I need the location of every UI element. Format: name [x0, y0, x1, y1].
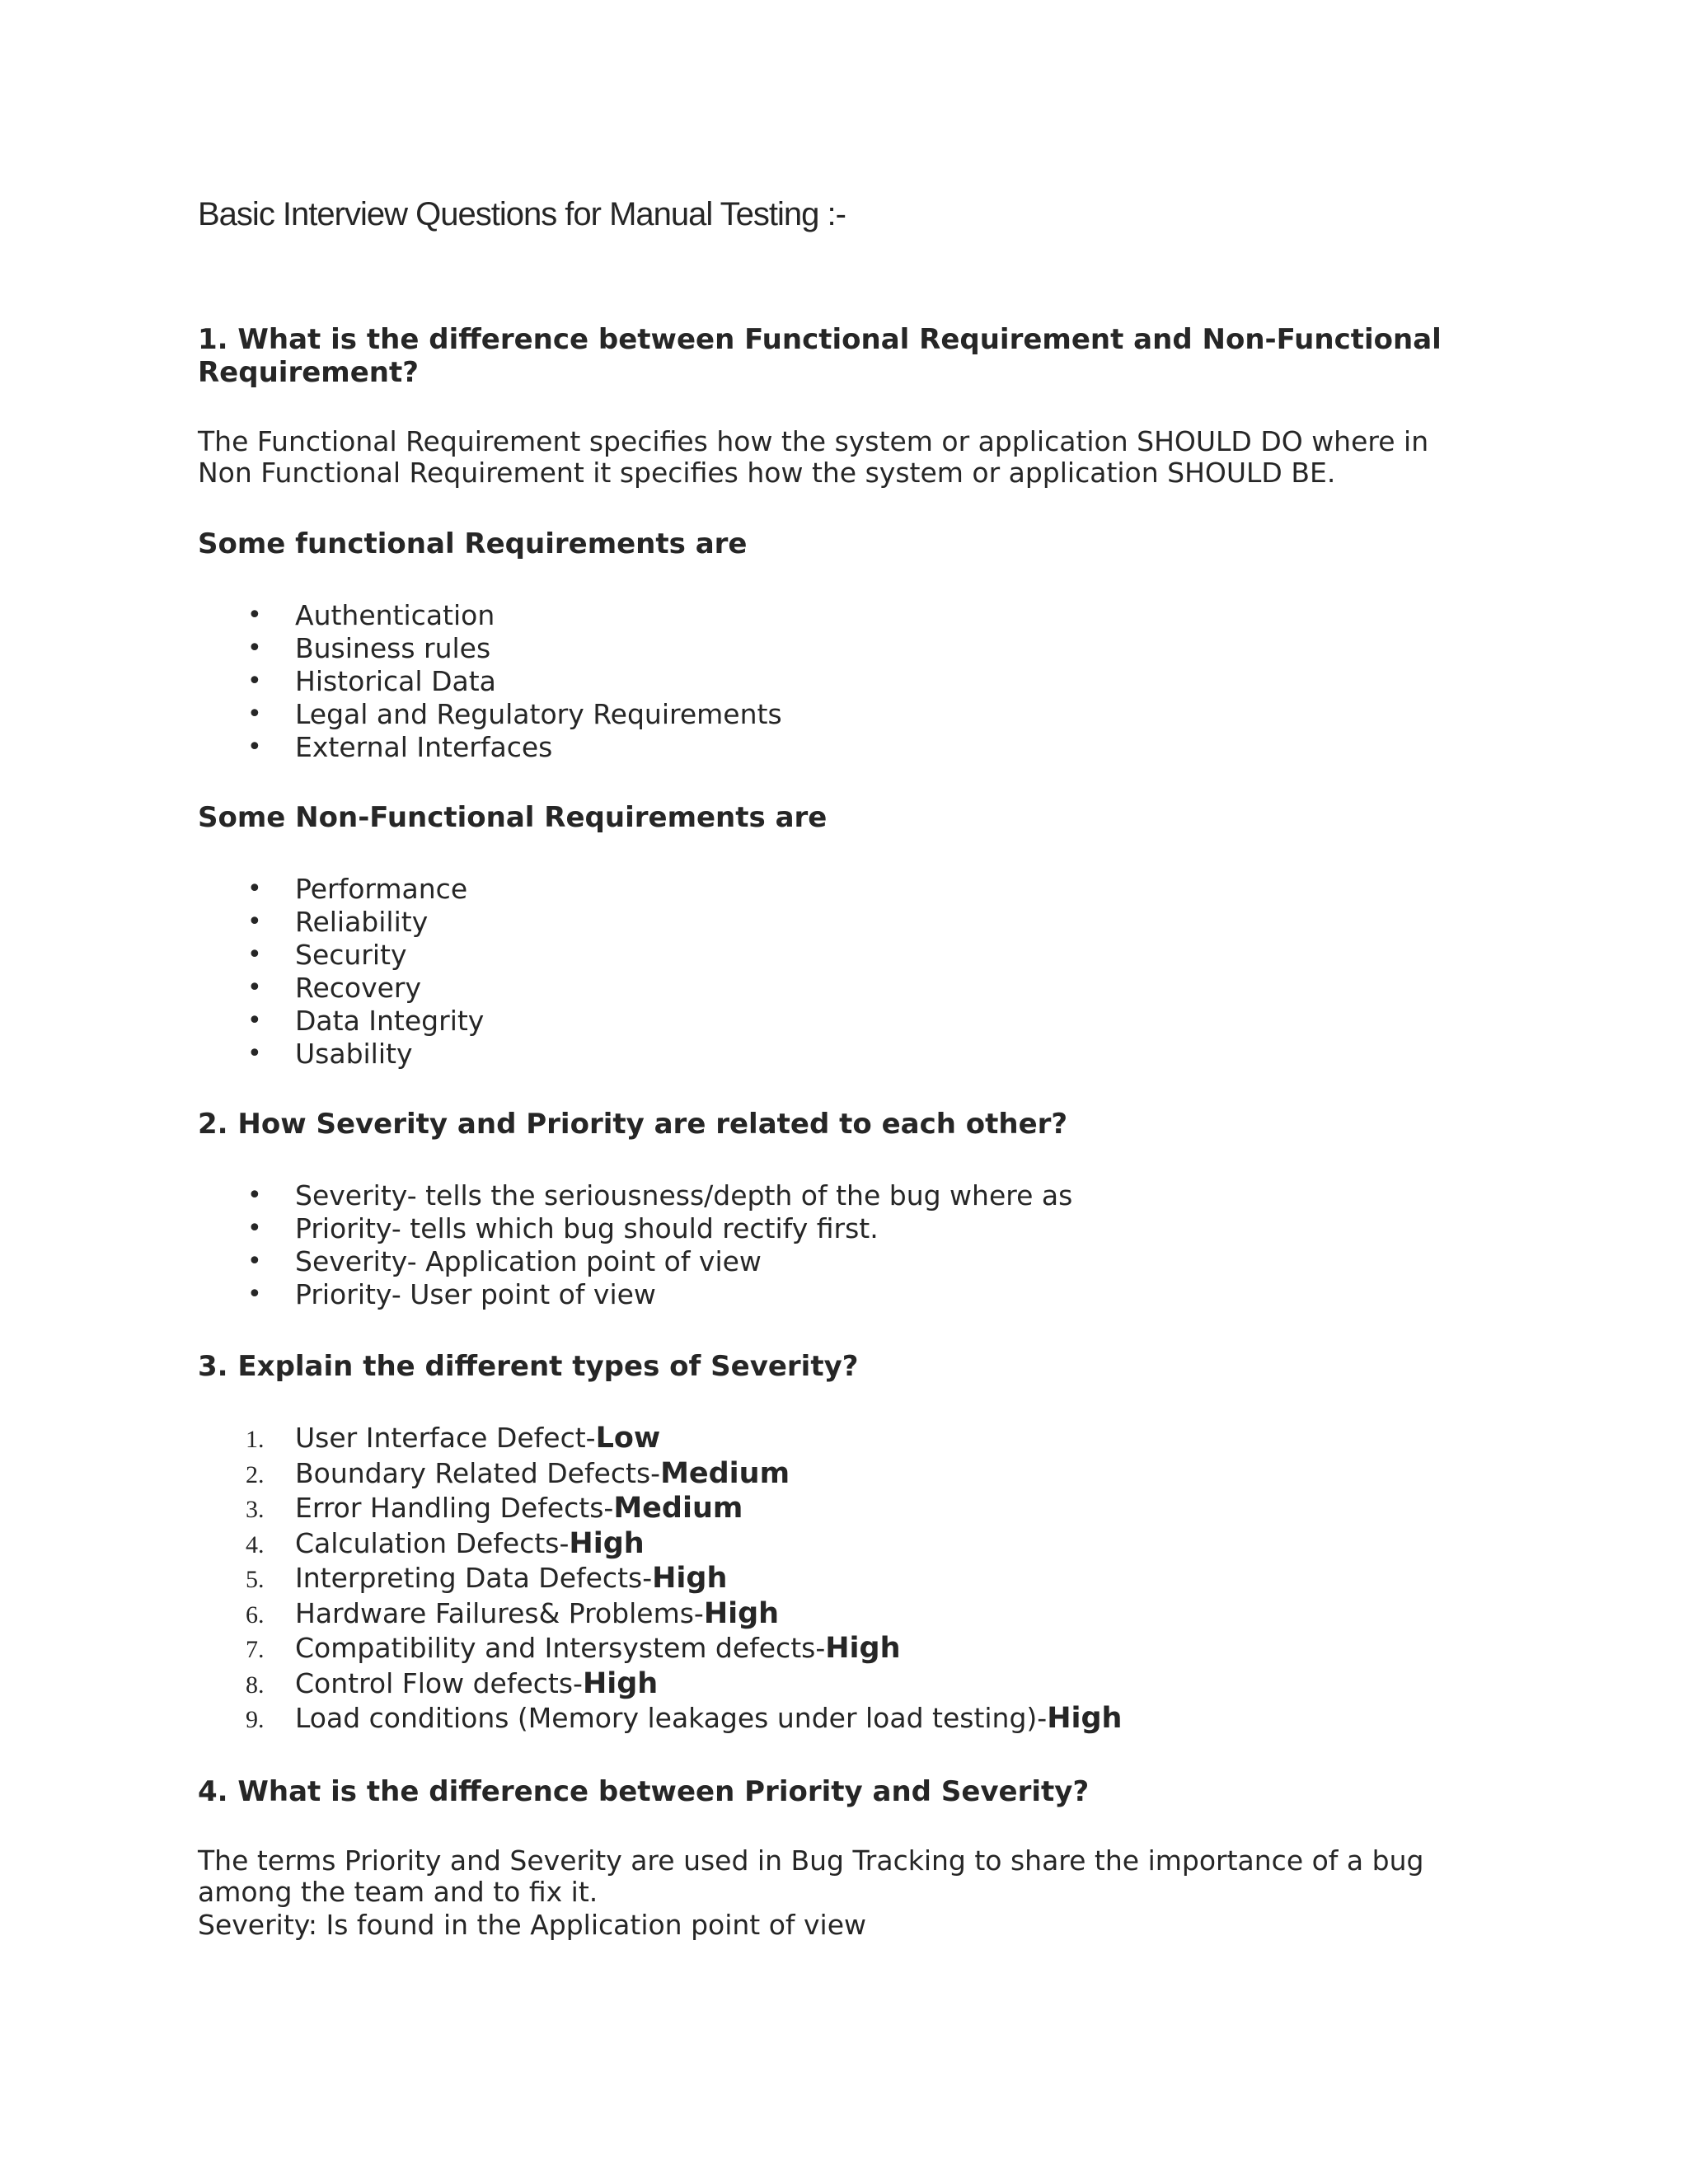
bullet-icon: • — [247, 940, 262, 969]
severity-priority-list — [0, 1179, 1072, 1311]
severity-level: High — [569, 1526, 645, 1560]
document-title: Basic Interview Questions for Manual Testing :- — [198, 196, 846, 232]
severity-level: High — [652, 1562, 728, 1595]
nonfunctional-requirements-list — [0, 873, 484, 1071]
bullet-icon: • — [247, 907, 262, 936]
bullet-icon: • — [247, 1006, 262, 1035]
question-1-answer-line-2: Non Functional Requirement it specifies how the system or application SHOULD BE. — [198, 457, 1336, 489]
list-item: 4. Calculation Defects-High — [246, 1526, 645, 1560]
question-3-heading: 3. Explain the different types of Severity? — [198, 1350, 859, 1383]
list-item: • Priority- User point of view — [247, 1278, 656, 1310]
question-4-answer-line-1: The terms Priority and Severity are used in Bug Tracking to share the importance of a bug — [198, 1844, 1424, 1877]
list-item: 6. Hardware Failures& Problems-High — [246, 1596, 780, 1630]
bullet-icon: • — [247, 1181, 262, 1210]
severity-level: High — [703, 1596, 780, 1630]
list-item: • Severity- tells the seriousness/depth of the bug where as — [247, 1179, 1073, 1212]
bullet-icon: • — [247, 601, 262, 630]
question-1-heading-line-2: Requirement? — [198, 356, 419, 389]
list-item: 5. Interpreting Data Defects-High — [246, 1562, 728, 1595]
bullet-icon: • — [247, 1214, 262, 1243]
severity-level: High — [825, 1632, 901, 1665]
list-item: • Business rules — [247, 632, 491, 664]
bullet-icon: • — [247, 700, 262, 729]
question-2-heading: 2. How Severity and Priority are related to each other? — [198, 1108, 1068, 1141]
bullet-icon: • — [247, 1039, 262, 1068]
severity-level: Low — [595, 1422, 661, 1455]
bullet-icon: • — [247, 1247, 262, 1276]
list-item: 9. Load conditions (Memory leakages under load testing)-High — [246, 1702, 1123, 1735]
severity-level: High — [582, 1666, 659, 1700]
bullet-icon: • — [247, 973, 262, 1002]
list-item: • Data Integrity — [247, 1005, 485, 1037]
list-item: • Recovery — [247, 972, 422, 1004]
list-item: • Priority- tells which bug should rectify first. — [247, 1212, 879, 1244]
list-item: • Usability — [247, 1038, 413, 1070]
list-item: 2. Boundary Related Defects-Medium — [246, 1456, 790, 1490]
list-item: 7. Compatibility and Intersystem defects-High — [246, 1632, 901, 1665]
functional-requirements-list — [0, 599, 782, 764]
bullet-icon: • — [247, 733, 262, 762]
question-4-heading: 4. What is the difference between Priority and Severity? — [198, 1775, 1090, 1808]
list-item: 3. Error Handling Defects-Medium — [246, 1492, 743, 1525]
bullet-icon: • — [247, 667, 262, 696]
severity-level: Medium — [613, 1492, 743, 1525]
list-item: • Historical Data — [247, 665, 496, 697]
list-item: • Reliability — [247, 906, 429, 938]
nonfunctional-requirements-heading: Some Non-Functional Requirements are — [198, 801, 828, 834]
list-item: 8. Control Flow defects-High — [246, 1666, 659, 1700]
bullet-icon: • — [247, 874, 262, 903]
bullet-icon: • — [247, 1280, 262, 1309]
severity-level: High — [1047, 1702, 1123, 1735]
list-item: • Severity- Application point of view — [247, 1245, 762, 1277]
list-item: 1. User Interface Defect-Low — [246, 1422, 661, 1455]
list-item: • Security — [247, 939, 407, 971]
list-item: • External Interfaces — [247, 731, 553, 763]
bullet-icon: • — [247, 634, 262, 663]
severity-types-list — [0, 1421, 1122, 1736]
list-item: • Legal and Regulatory Requirements — [247, 698, 782, 730]
functional-requirements-heading: Some functional Requirements are — [198, 527, 748, 560]
question-1-answer-line-1: The Functional Requirement specifies how the system or application SHOULD DO where in — [198, 425, 1429, 457]
question-4-answer-line-2: among the team and to fix it. — [198, 1876, 598, 1908]
question-1-heading-line-1: 1. What is the difference between Functional Requirement and Non-Functional — [198, 323, 1442, 356]
question-4-answer-line-3: Severity: Is found in the Application point of view — [198, 1909, 867, 1941]
list-item: • Performance — [247, 873, 468, 905]
severity-level: Medium — [660, 1456, 790, 1490]
list-item: • Authentication — [247, 599, 495, 631]
